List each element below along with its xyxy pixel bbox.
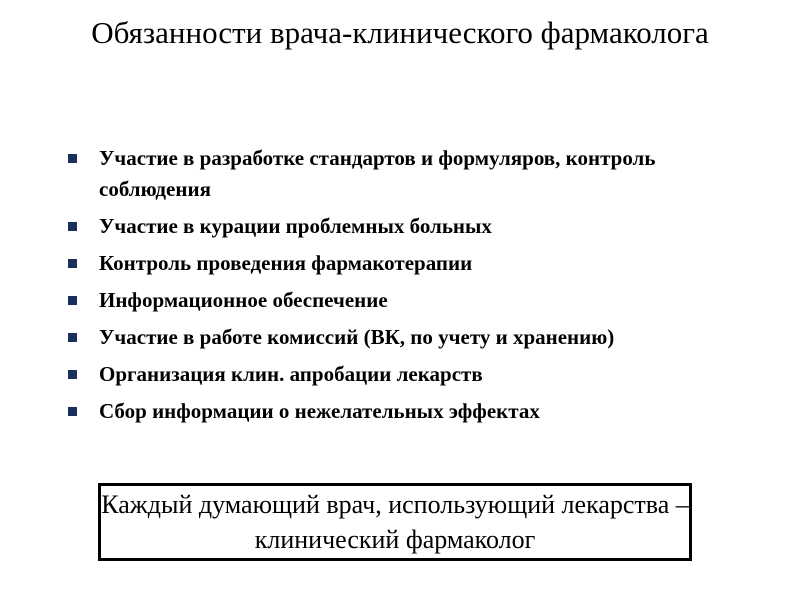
list-item [68,396,728,427]
list-item [68,359,728,390]
conclusion-box [98,483,692,561]
square-bullet-icon [68,370,77,379]
list-item-text: Участие в работе комиссий (ВК, по учету и хранению) [99,325,615,349]
list-item [68,143,728,205]
list-item-text: Участие в разработке стандартов и формуляров, контроль соблюдения [99,146,656,201]
list-item [68,211,728,242]
list-item-text: Информационное обеспечение [99,288,388,312]
square-bullet-icon [68,259,77,268]
slide-title: Обязанности врача-клинического фармаколога [91,15,709,50]
conclusion-text: Каждый думающий врач, использующий лекарства – клинический фармаколог [101,490,689,554]
duties-list [68,143,728,433]
list-item [68,322,728,353]
square-bullet-icon [68,222,77,231]
list-item [68,248,728,279]
square-bullet-icon [68,296,77,305]
list-item [68,285,728,316]
square-bullet-icon [68,407,77,416]
square-bullet-icon [68,333,77,342]
list-item-text: Участие в курации проблемных больных [99,214,492,238]
square-bullet-icon [68,154,77,163]
list-item-text: Контроль проведения фармакотерапии [99,251,473,275]
list-item-text: Организация клин. апробации лекарств [99,362,483,386]
list-item-text: Сбор информации о нежелательных эффектах [99,399,540,423]
